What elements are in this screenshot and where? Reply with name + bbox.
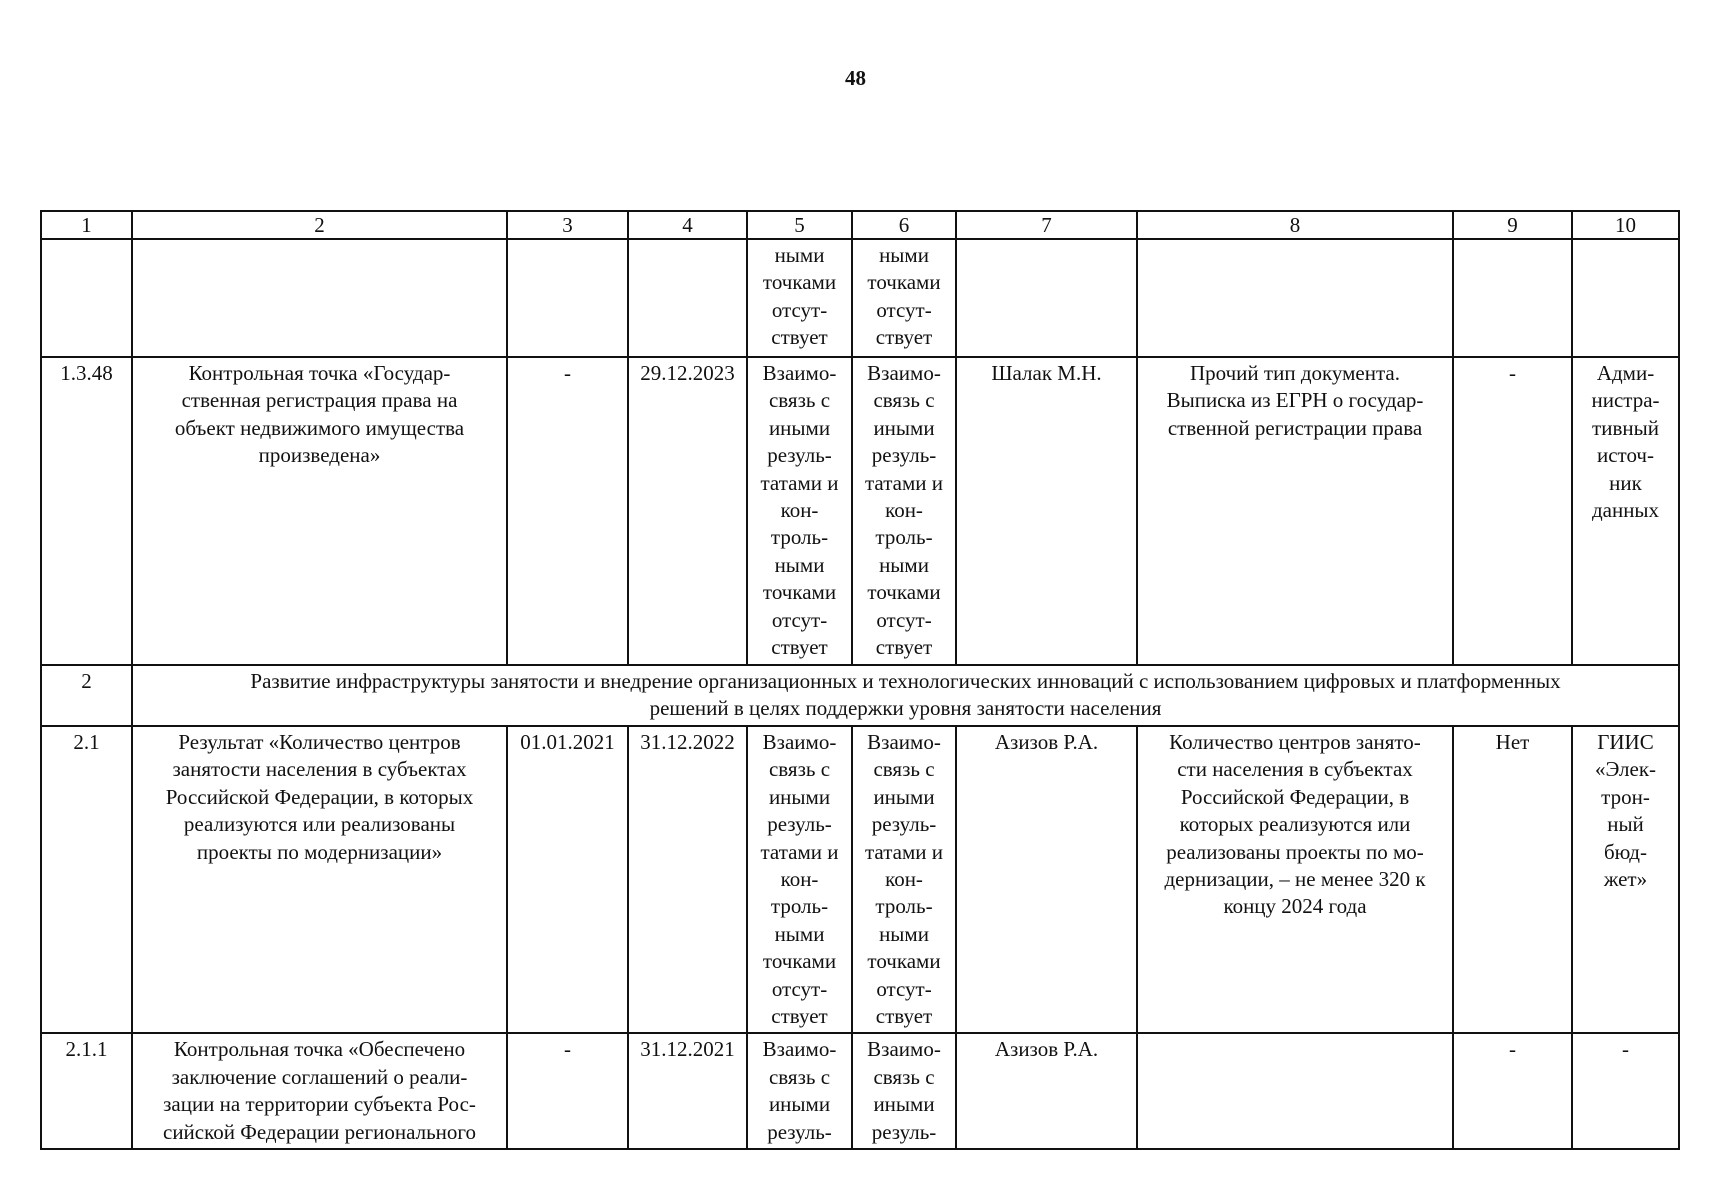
successor-cell: Взаимо- связь с иными резуль- <box>852 1033 956 1149</box>
responsible-cell <box>956 239 1137 357</box>
row-title <box>132 239 507 357</box>
document-type-cell <box>1137 1033 1453 1149</box>
level-cell <box>1453 239 1572 357</box>
level-cell: - <box>1453 357 1572 665</box>
document-type-cell: Количество центров занято- сти населения в субъектах Российской Федерации, в которых реализуются или реализованы проекты по мо- дернизации, – не менее 320 к концу 2024 года <box>1137 726 1453 1033</box>
column-number: 5 <box>747 211 852 239</box>
row-title: Результат «Количество центров занятости населения в субъектах Российской Федерации, в которых реализуются или реализованы проекты по модернизации» <box>132 726 507 1033</box>
section-row <box>41 665 1679 726</box>
column-number: 7 <box>956 211 1137 239</box>
row-title: Контрольная точка «Обеспечено заключение соглашений о реали- зации на территории субъекта Рос- сийской Федерации регионального <box>132 1033 507 1149</box>
end-date <box>628 239 747 357</box>
row-number: 2.1 <box>41 726 132 1033</box>
document-type-cell <box>1137 239 1453 357</box>
column-number: 6 <box>852 211 956 239</box>
end-date: 31.12.2022 <box>628 726 747 1033</box>
section-number: 2 <box>41 665 132 726</box>
successor-cell: ными точками отсут- ствует <box>852 239 956 357</box>
level-cell: - <box>1453 1033 1572 1149</box>
info-system-cell: - <box>1572 1033 1679 1149</box>
start-date <box>507 239 628 357</box>
info-system-cell: ГИИС «Элек- трон- ный бюд- жет» <box>1572 726 1679 1033</box>
column-number: 10 <box>1572 211 1679 239</box>
successor-cell: Взаимо- связь с иными резуль- татами и кон- троль- ными точками отсут- ствует <box>852 357 956 665</box>
start-date: 01.01.2021 <box>507 726 628 1033</box>
row-number <box>41 239 132 357</box>
row-title: Контрольная точка «Государ- ственная регистрация права на объект недвижимого имущества произведена» <box>132 357 507 665</box>
info-system-cell: Адми- нистра- тивный источ- ник данных <box>1572 357 1679 665</box>
end-date: 31.12.2021 <box>628 1033 747 1149</box>
responsible-cell: Азизов Р.А. <box>956 1033 1137 1149</box>
predecessor-cell: Взаимо- связь с иными резуль- <box>747 1033 852 1149</box>
column-number: 8 <box>1137 211 1453 239</box>
column-number: 4 <box>628 211 747 239</box>
row-number: 1.3.48 <box>41 357 132 665</box>
level-cell: Нет <box>1453 726 1572 1033</box>
document-type-cell: Прочий тип документа. Выписка из ЕГРН о государ- ственной регистрации права <box>1137 357 1453 665</box>
info-system-cell <box>1572 239 1679 357</box>
predecessor-cell: Взаимо- связь с иными резуль- татами и кон- троль- ными точками отсут- ствует <box>747 357 852 665</box>
column-number: 2 <box>132 211 507 239</box>
predecessor-cell: ными точками отсут- ствует <box>747 239 852 357</box>
column-number: 1 <box>41 211 132 239</box>
column-number: 9 <box>1453 211 1572 239</box>
table-row <box>41 726 1679 1033</box>
end-date: 29.12.2023 <box>628 357 747 665</box>
start-date: - <box>507 1033 628 1149</box>
page-number: 48 <box>845 66 866 90</box>
section-title: Развитие инфраструктуры занятости и внедрение организационных и технологических инноваций с использованием цифровых и платформенных решений в целях поддержки уровня занятости населения <box>132 665 1679 726</box>
column-number: 3 <box>507 211 628 239</box>
plan-table <box>40 210 1680 1150</box>
start-date: - <box>507 357 628 665</box>
table-row <box>41 1033 1679 1149</box>
responsible-cell: Шалак М.Н. <box>956 357 1137 665</box>
responsible-cell: Азизов Р.А. <box>956 726 1137 1033</box>
row-number: 2.1.1 <box>41 1033 132 1149</box>
predecessor-cell: Взаимо- связь с иными резуль- татами и кон- троль- ными точками отсут- ствует <box>747 726 852 1033</box>
table-row <box>41 239 1679 357</box>
table-row <box>41 357 1679 665</box>
successor-cell: Взаимо- связь с иными резуль- татами и кон- троль- ными точками отсут- ствует <box>852 726 956 1033</box>
column-numbers-row <box>41 211 1679 239</box>
